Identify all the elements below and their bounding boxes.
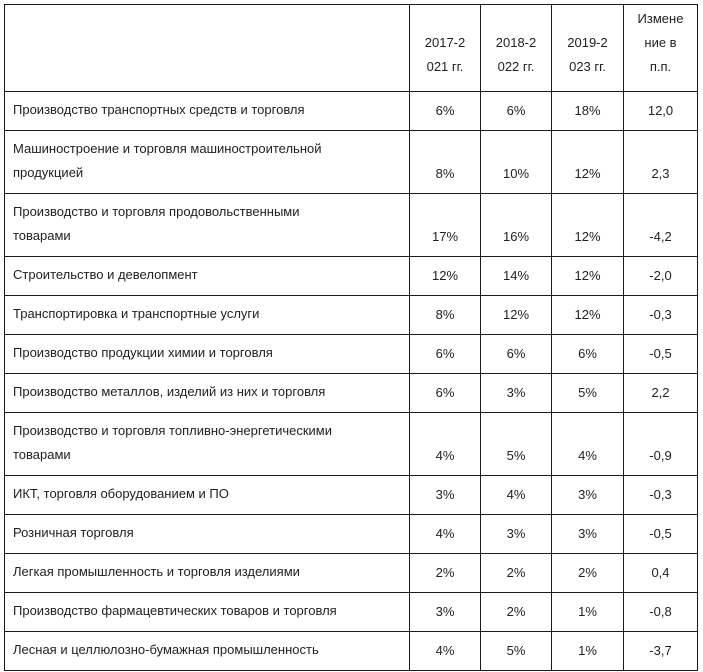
row-label: Производство фармацевтических товаров и торговля [5, 593, 410, 632]
row-label: Производство продукции химии и торговля [5, 335, 410, 374]
value-2018-2022: 2% [481, 554, 552, 593]
value-2017-2021: 17% [410, 194, 481, 257]
table-row [5, 92, 698, 131]
value-2019-2023: 1% [552, 593, 624, 632]
value-2017-2021: 8% [410, 296, 481, 335]
header-change-pp: Измене ние в п.п. [624, 5, 698, 92]
row-label: Машиностроение и торговля машиностроительной продукцией [5, 131, 410, 194]
row-label: Производство и торговля топливно-энергетическими товарами [5, 413, 410, 476]
value-change-pp: -0,5 [624, 515, 698, 554]
value-2018-2022: 6% [481, 335, 552, 374]
value-2019-2023: 12% [552, 257, 624, 296]
row-label: Легкая промышленность и торговля изделиями [5, 554, 410, 593]
value-change-pp: -3,7 [624, 632, 698, 671]
value-2018-2022: 2% [481, 593, 552, 632]
table-row [5, 413, 698, 476]
value-2017-2021: 3% [410, 593, 481, 632]
value-2018-2022: 10% [481, 131, 552, 194]
value-2018-2022: 12% [481, 296, 552, 335]
table-row [5, 296, 698, 335]
value-2019-2023: 3% [552, 476, 624, 515]
row-label: Строительство и девелопмент [5, 257, 410, 296]
value-change-pp: -0,9 [624, 413, 698, 476]
table-row [5, 131, 698, 194]
value-2019-2023: 12% [552, 131, 624, 194]
value-2018-2022: 6% [481, 92, 552, 131]
value-2018-2022: 5% [481, 632, 552, 671]
value-2019-2023: 12% [552, 194, 624, 257]
row-label: Розничная торговля [5, 515, 410, 554]
value-2019-2023: 3% [552, 515, 624, 554]
table-row [5, 476, 698, 515]
value-2019-2023: 2% [552, 554, 624, 593]
value-2017-2021: 6% [410, 92, 481, 131]
value-2018-2022: 3% [481, 374, 552, 413]
row-label: Лесная и целлюлозно-бумажная промышленность [5, 632, 410, 671]
row-label: Производство и торговля продовольственными товарами [5, 194, 410, 257]
value-2019-2023: 18% [552, 92, 624, 131]
value-2019-2023: 6% [552, 335, 624, 374]
value-2017-2021: 4% [410, 413, 481, 476]
value-change-pp: -0,3 [624, 296, 698, 335]
table-row [5, 335, 698, 374]
value-2018-2022: 3% [481, 515, 552, 554]
value-2019-2023: 5% [552, 374, 624, 413]
header-empty [5, 5, 410, 92]
header-row [5, 5, 698, 92]
value-2017-2021: 4% [410, 515, 481, 554]
value-2017-2021: 3% [410, 476, 481, 515]
value-change-pp: -0,5 [624, 335, 698, 374]
value-change-pp: -4,2 [624, 194, 698, 257]
row-label: Производство металлов, изделий из них и торговля [5, 374, 410, 413]
value-change-pp: -2,0 [624, 257, 698, 296]
header-2019-2023: 2019-2 023 гг. [552, 5, 624, 92]
header-2018-2022: 2018-2 022 гг. [481, 5, 552, 92]
value-2019-2023: 1% [552, 632, 624, 671]
table-row [5, 194, 698, 257]
row-label: ИКТ, торговля оборудованием и ПО [5, 476, 410, 515]
value-2018-2022: 4% [481, 476, 552, 515]
value-change-pp: -0,8 [624, 593, 698, 632]
industry-share-table [4, 4, 698, 671]
value-change-pp: 12,0 [624, 92, 698, 131]
table-row [5, 554, 698, 593]
value-2018-2022: 5% [481, 413, 552, 476]
value-2017-2021: 12% [410, 257, 481, 296]
table-row [5, 257, 698, 296]
table-row [5, 593, 698, 632]
value-change-pp: 2,3 [624, 131, 698, 194]
value-change-pp: 0,4 [624, 554, 698, 593]
value-2018-2022: 14% [481, 257, 552, 296]
table-row [5, 374, 698, 413]
row-label: Производство транспортных средств и торговля [5, 92, 410, 131]
value-2018-2022: 16% [481, 194, 552, 257]
value-2017-2021: 8% [410, 131, 481, 194]
table-row [5, 515, 698, 554]
table-row [5, 632, 698, 671]
value-change-pp: -0,3 [624, 476, 698, 515]
value-2017-2021: 2% [410, 554, 481, 593]
value-2017-2021: 6% [410, 335, 481, 374]
header-2017-2021: 2017-2 021 гг. [410, 5, 481, 92]
value-change-pp: 2,2 [624, 374, 698, 413]
value-2019-2023: 4% [552, 413, 624, 476]
row-label: Транспортировка и транспортные услуги [5, 296, 410, 335]
value-2019-2023: 12% [552, 296, 624, 335]
value-2017-2021: 4% [410, 632, 481, 671]
value-2017-2021: 6% [410, 374, 481, 413]
